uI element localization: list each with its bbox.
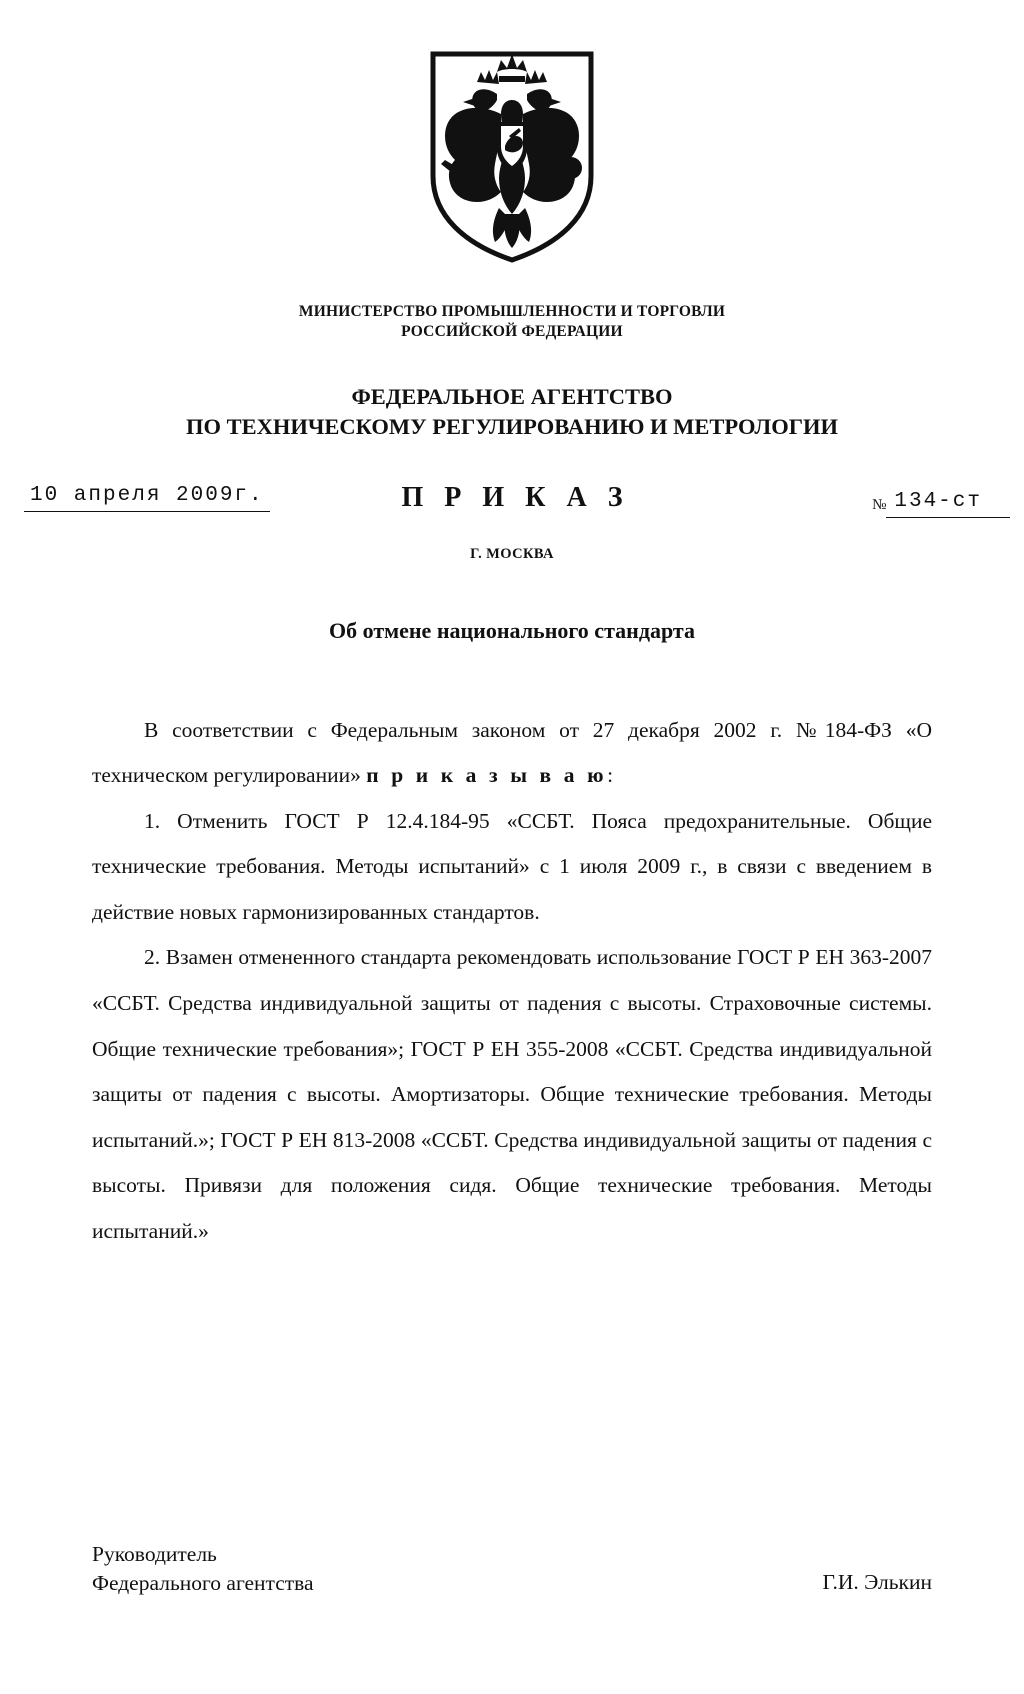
paragraph-intro <box>92 708 932 799</box>
intro-text-part2: : <box>607 763 614 788</box>
signatory-role <box>92 1540 314 1598</box>
order-meta-row <box>0 476 1024 524</box>
command-word: п р и к а з ы в а ю <box>366 763 608 788</box>
document-body <box>0 708 1024 1255</box>
russian-coat-of-arms-icon <box>419 48 605 264</box>
order-city: Г. МОСКВА <box>470 545 554 562</box>
signatory-role-line-1: Руководитель <box>92 1542 217 1567</box>
number-symbol: № <box>872 496 887 513</box>
intro-text-part1: В соответствии с Федеральным законом от 27 декабря 2002 г. №184-ФЗ «О техническом регулировании» <box>92 717 932 788</box>
order-date: 10 апреля 2009г. <box>24 484 270 512</box>
ministry-header <box>0 302 1024 342</box>
signature-block <box>92 1540 932 1598</box>
ministry-line-1: МИНИСТЕРСТВО ПРОМЫШЛЕННОСТИ И ТОРГОВЛИ <box>298 303 726 320</box>
order-word: П Р И К А З <box>401 481 630 513</box>
order-number: 134-ст <box>886 490 1010 518</box>
agency-line-1: ФЕДЕРАЛЬНОЕ АГЕНТСТВО <box>351 383 673 409</box>
emblem-container <box>0 0 1024 264</box>
ministry-line-2: РОССИЙСКОЙ ФЕДЕРАЦИИ <box>401 322 623 340</box>
signatory-name: Г.И. Элькин <box>822 1570 932 1595</box>
agency-line-2: ПО ТЕХНИЧЕСКОМУ РЕГУЛИРОВАНИЮ И МЕТРОЛОГИИ <box>185 413 839 439</box>
paragraph-item-1: 1. Отменить ГОСТ Р 12.4.184-95 «ССБТ. Пояса предохранительные. Общие технические требования. Методы испытаний» с 1 июля 2009 г., в связи с введением в действие новых гармонизированных стандартов. <box>92 808 932 924</box>
order-number-field <box>872 490 1010 518</box>
paragraph-item-2: 2. Взамен отмененного стандарта рекомендовать использование ГОСТ Р ЕН 363-2007 «ССБТ. Средства индивидуальной защиты от падения с высоты. Страховочные системы. Общие технические требования»; ГОСТ Р ЕН 355-2008 «ССБТ. Средства индивидуальной защиты от падения с высоты. Амортизаторы. Общие технические требования. Методы испытаний.»; ГОСТ Р ЕН 813-2008 «ССБТ. Средства индивидуальной защиты от падения с высоты. Привязи для положения сидя. Общие технические требования. Методы испытаний.» <box>92 945 932 1243</box>
page-title: Об отмене национального стандарта <box>329 617 695 643</box>
agency-header <box>0 382 1024 442</box>
signatory-role-line-2: Федерального агентства <box>92 1571 314 1596</box>
